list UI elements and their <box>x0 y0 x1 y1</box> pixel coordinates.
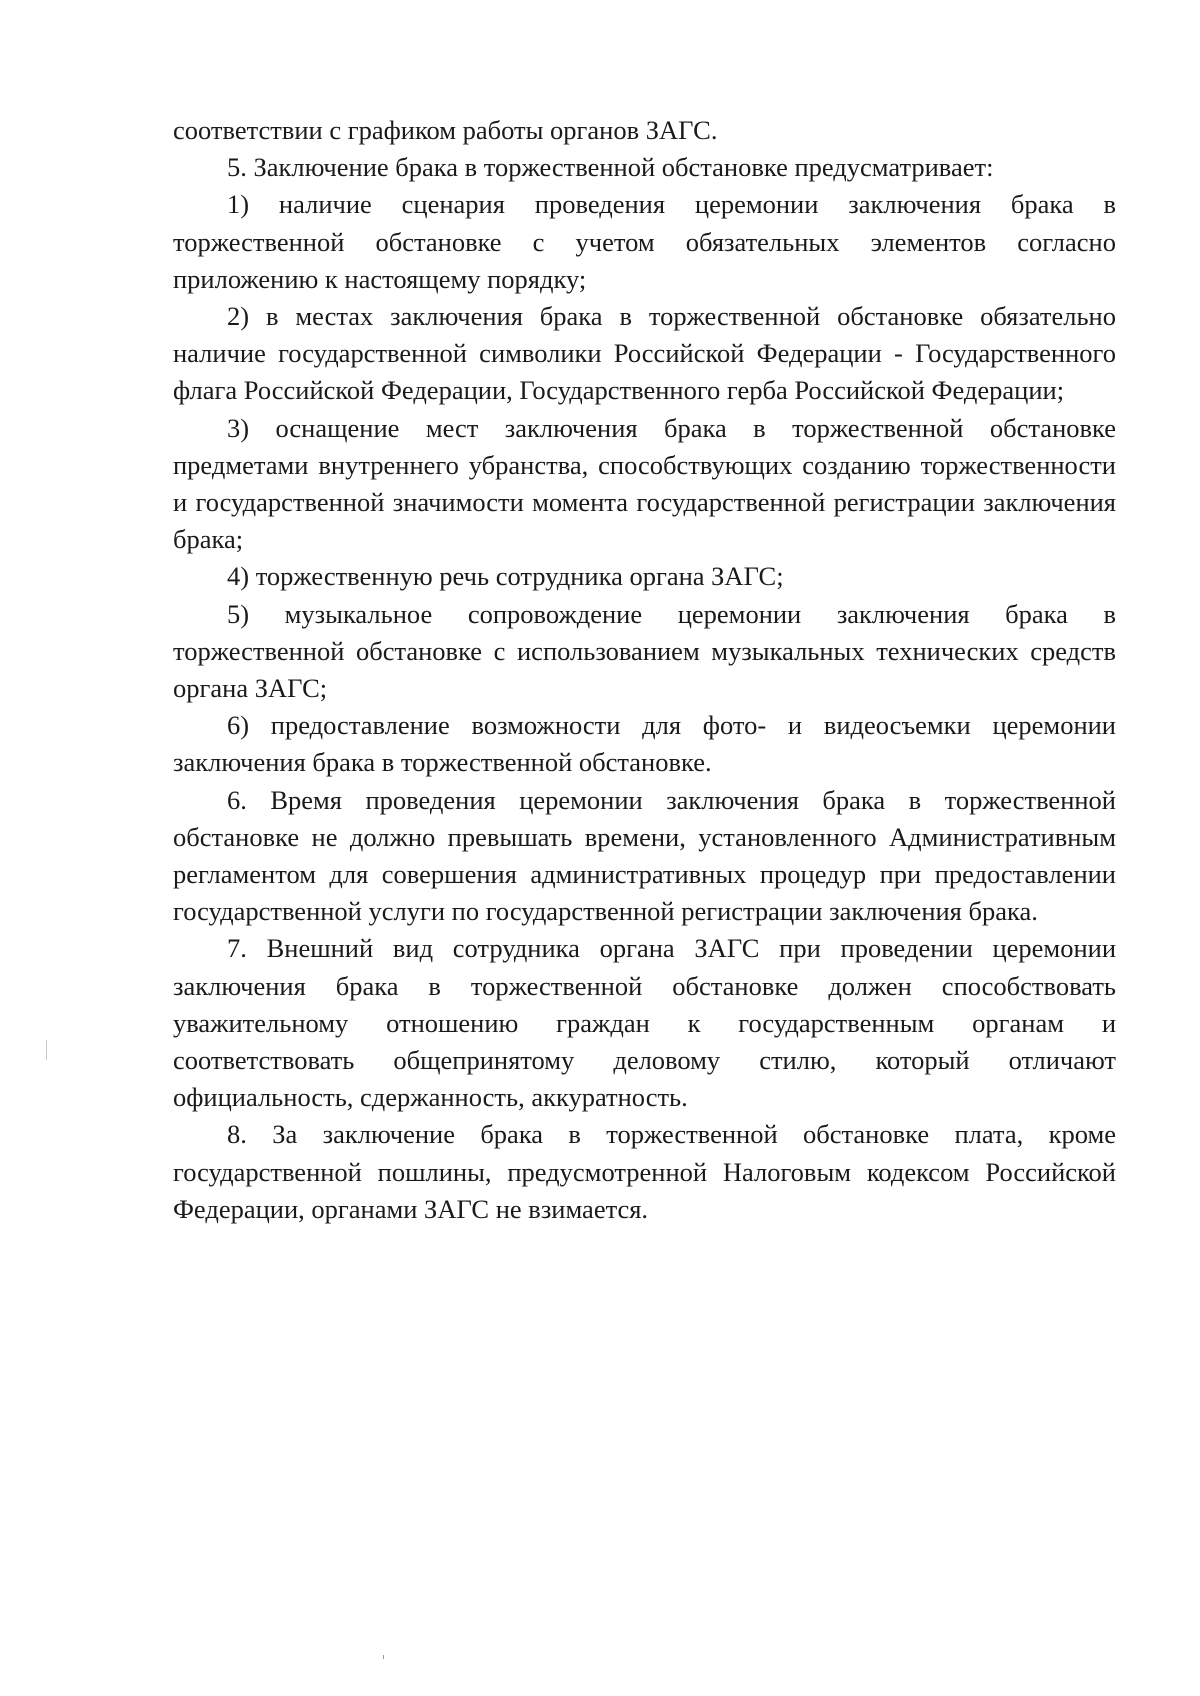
scan-margin-mark <box>46 1040 47 1060</box>
paragraph-item-6: 6. Время проведения церемонии заключения брака в торжественной обстановке не должно превышать времени, установленного Административным регламентом для совершения административных процедур при предоставлении государственной услуги по государственной регистрации заключения брака. <box>173 784 1116 927</box>
paragraph-item-7: 7. Внешний вид сотрудника органа ЗАГС при проведении церемонии заключения брака в торжественной обстановке должен способствовать уважительному отношению граждан к государственным органам и соответствовать общепринятому деловому стилю, который отличают официальность, сдержанность, аккуратность. <box>173 933 1116 1113</box>
paragraph-subitem-1: 1) наличие сценария проведения церемонии заключения брака в торжественной обстановке с учетом обязательных элементов согласно приложению к настоящему порядку; <box>173 189 1116 294</box>
paragraph-subitem-6: 6) предоставление возможности для фото- и видеосъемки церемонии заключения брака в торжественной обстановке. <box>173 710 1116 778</box>
paragraph-item-8: 8. За заключение брака в торжественной обстановке плата, кроме государственной пошлины, предусмотренной Налоговым кодексом Российской Федерации, органами ЗАГС не взимается. <box>173 1119 1116 1224</box>
paragraph-item-5: 5. Заключение брака в торжественной обстановке предусматривает: <box>227 152 994 183</box>
document-body <box>173 112 1116 1228</box>
paragraph-subitem-5: 5) музыкальное сопровождение церемонии заключения брака в торжественной обстановке с использованием музыкальных технических средств органа ЗАГС; <box>173 598 1116 704</box>
paragraph-subitem-2: 2) в местах заключения брака в торжественной обстановке обязательно наличие государственной символики Российской Федерации - Государственного флага Российской Федерации, Государственного герба Российской Федерации; <box>173 301 1116 406</box>
paragraph-subitem-3: 3) оснащение мест заключения брака в торжественной обстановке предметами внутреннего убранства, способствующих созданию торжественности и государственной значимости момента государственной регистрации заключения брака; <box>173 412 1116 555</box>
paragraph-subitem-4: 4) торжественную речь сотрудника органа ЗАГС; <box>227 561 784 592</box>
scan-artifact-mark <box>383 1655 384 1659</box>
paragraph-continuation: соответствии с графиком работы органов ЗАГС. <box>173 115 718 145</box>
